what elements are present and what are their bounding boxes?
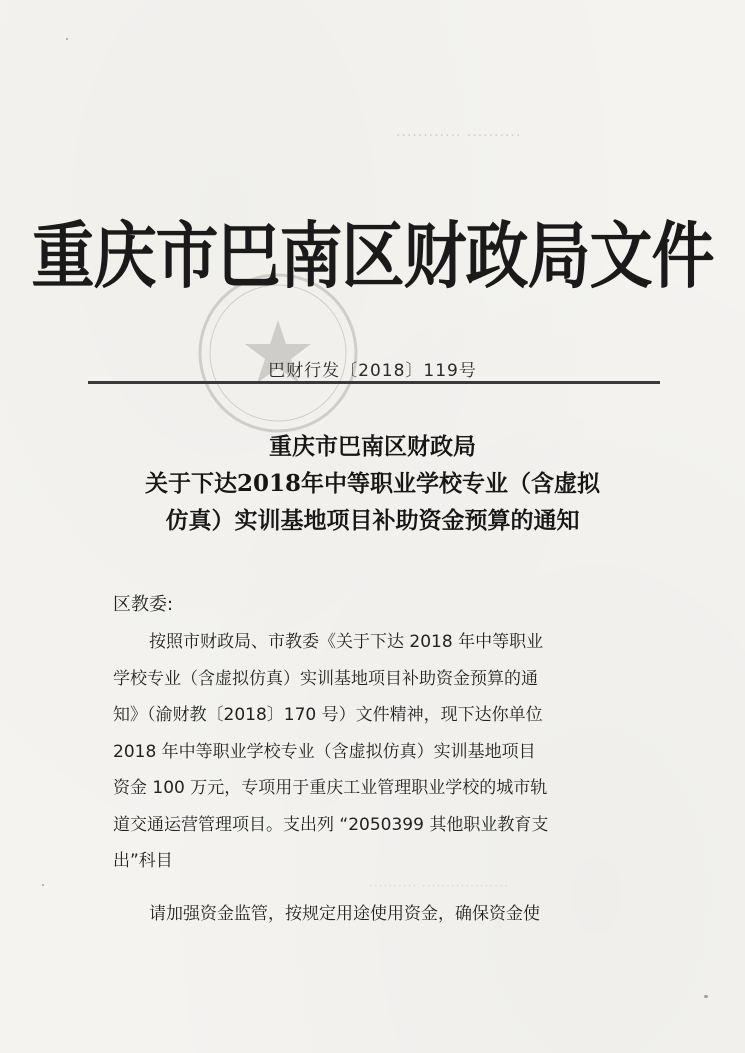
addressee: 区教委: bbox=[113, 594, 174, 615]
body-line: 道交通运营管理项目。支出列 “2050399 其他职业教育支 bbox=[113, 814, 549, 835]
body-line: 资金 100 万元，专项用于重庆工业管理职业学校的城市轨 bbox=[113, 778, 548, 798]
body-line: 出”科目 bbox=[113, 851, 173, 871]
body-line: 知》（渝财教〔2018〕170 号）文件精神，现下达你单位 bbox=[113, 705, 543, 725]
bleed-through-text-lower: ·················· ·········· bbox=[368, 879, 508, 893]
notice-title-line-2: 关于下达2018年中等职业学校专业（含虚拟 bbox=[144, 470, 600, 497]
body-paragraph-2: 请加强资金监管，按规定用途使用资金，确保资金使 bbox=[149, 904, 540, 924]
body-line: 按照市财政局、市教委《关于下达 2018 年中等职业 bbox=[149, 632, 544, 652]
notice-title-line-1: 重庆市巴南区财政局 bbox=[269, 433, 476, 460]
notice-title bbox=[0, 428, 745, 539]
bleed-through-text: ·········· ············ bbox=[395, 128, 521, 144]
document-number: 巴财行发〔2018〕119号 bbox=[268, 361, 477, 381]
agency-header-title: 重庆市巴南区财政局文件 bbox=[31, 212, 714, 299]
body-line: 学校专业（含虚拟仿真）实训基地项目补助资金预算的通 bbox=[113, 668, 538, 689]
body-paragraph-1 bbox=[113, 624, 643, 880]
body-line: 2018 年中等职业学校专业（含虚拟仿真）实训基地项目 bbox=[113, 741, 536, 762]
header-divider-rule bbox=[88, 381, 660, 384]
notice-title-line-3: 仿真）实训基地项目补助资金预算的通知 bbox=[165, 507, 580, 534]
